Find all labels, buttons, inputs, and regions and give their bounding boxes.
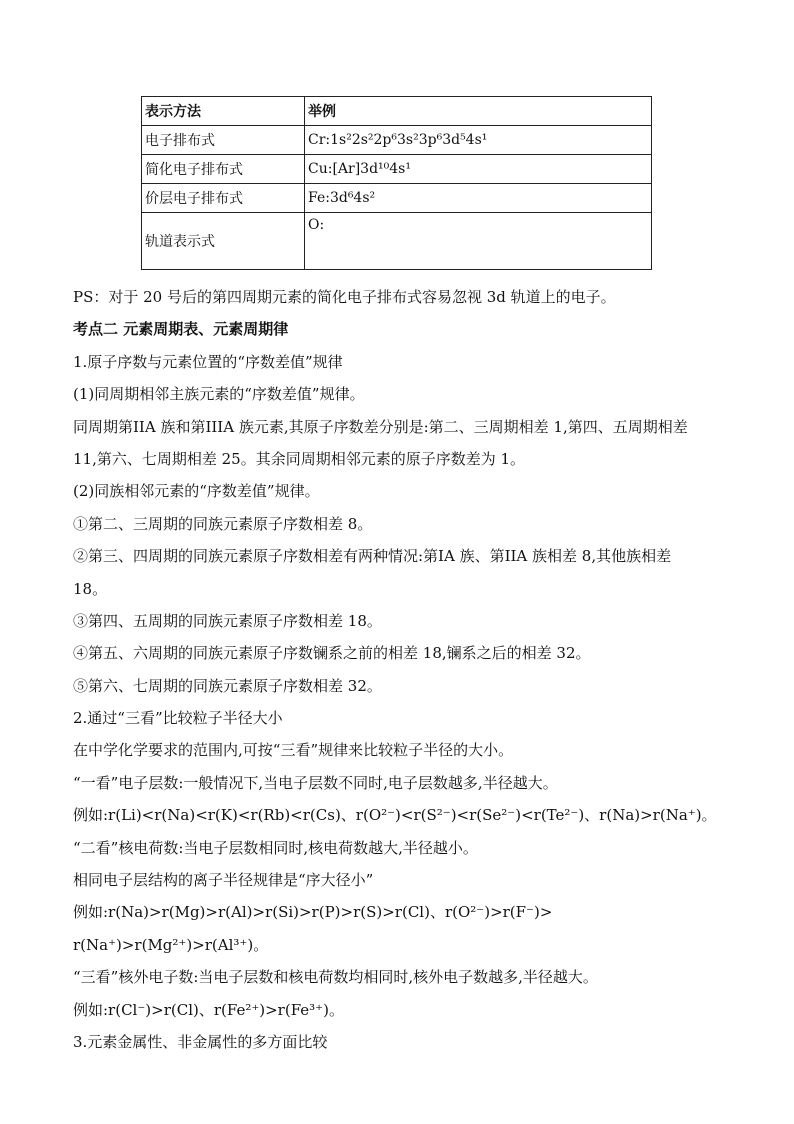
paragraph: “一看”电子层数:一般情况下,当电子层数不同时,电子层数越多,半径越大。 [73,773,558,792]
table-row [142,213,652,270]
paragraph: 相同电子层结构的离子半径规律是“序大径小” [73,871,374,890]
paragraph: ②第三、四周期的同族元素原子序数相差有两种情况:第IA 族、第IIA 族相差 8,其他族相差 [73,547,672,566]
paragraph: “二看”核电荷数:当电子层数相同时,核电荷数越大,半径越小。 [73,838,478,857]
table-header-row [142,97,652,126]
table-cell-example: Cu:[Ar]3d¹⁰4s¹ [305,155,652,184]
paragraph: ⑤第六、七周期的同族元素原子序数相差 32。 [73,676,382,695]
table-cell-method: 价层电子排布式 [142,184,305,213]
table-cell-example: Fe:3d⁶4s² [305,184,652,213]
paragraph: ③第四、五周期的同族元素原子序数相差 18。 [73,611,382,630]
paragraph: 18。 [73,579,108,598]
table-cell-method: 轨道表示式 [142,213,305,270]
paragraph: “三看”核外电子数:当电子层数和核电荷数均相同时,核外电子数越多,半径越大。 [73,968,598,987]
paragraph: 1.原子序数与元素位置的“序数差值”规律 [73,352,343,371]
ps-note: PS：对于 20 号后的第四周期元素的简化电子排布式容易忽视 3d 轨道上的电子。 [73,288,616,306]
paragraph: 例如:r(Li)<r(Na)<r(K)<r(Rb)<r(Cs)、r(O²⁻)<r(S²⁻)<r(Se²⁻)<r(Te²⁻)、r(Na)>r(Na⁺)。 [73,806,717,825]
paragraph: (1)同周期相邻主族元素的“序数差值”规律。 [73,385,365,404]
paragraph: 3.元素金属性、非金属性的多方面比较 [73,1032,328,1051]
paragraph: 同周期第IIA 族和第IIIA 族元素,其原子序数差分别是:第二、三周期相差 1,第四、五周期相差 [73,417,688,436]
table-cell-method: 电子排布式 [142,126,305,155]
notation-table [141,96,652,270]
paragraph: 例如:r(Na)>r(Mg)>r(Al)>r(Si)>r(P)>r(S)>r(Cl)、r(O²⁻)>r(F⁻)> [73,903,553,922]
table-cell-example: O: [305,213,652,270]
paragraph: 在中学化学要求的范围内,可按“三看”规律来比较粒子半径的大小。 [73,741,514,760]
paragraph: 2.通过“三看”比较粒子半径大小 [73,709,283,728]
paragraph: 11,第六、七周期相差 25。其余同周期相邻元素的原子序数差为 1。 [73,449,526,468]
paragraph: ①第二、三周期的同族元素原子序数相差 8。 [73,514,373,533]
paragraph: (2)同族相邻元素的“序数差值”规律。 [73,482,320,501]
paragraph: 例如:r(Cl⁻)>r(Cl)、r(Fe²⁺)>r(Fe³⁺)。 [73,1000,344,1019]
paragraph: ④第五、六周期的同族元素原子序数镧系之前的相差 18,镧系之后的相差 32。 [73,644,591,663]
paragraph: r(Na⁺)>r(Mg²⁺)>r(Al³⁺)。 [73,935,269,954]
table-row [142,155,652,184]
table-header-method: 表示方法 [142,97,305,126]
section-heading: 考点二 元素周期表、元素周期律 [73,320,289,339]
table-cell-example: Cr:1s²2s²2p⁶3s²3p⁶3d⁵4s¹ [305,126,652,155]
body-text [73,281,733,1058]
table-cell-method: 简化电子排布式 [142,155,305,184]
table-header-example: 举例 [305,97,652,126]
table-row [142,184,652,213]
table-row [142,126,652,155]
